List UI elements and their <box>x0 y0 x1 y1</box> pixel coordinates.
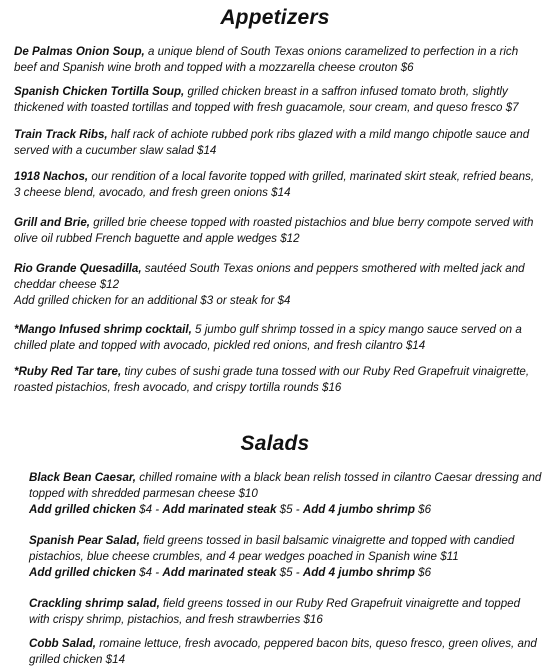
item-name: Train Track Ribs, <box>14 128 108 141</box>
addon-chicken-price: $4 - <box>135 503 163 516</box>
item-name: 1918 Nachos, <box>14 170 89 183</box>
menu-item-black-bean-caesar <box>29 470 543 518</box>
menu-item-nachos <box>14 169 542 201</box>
item-name: Crackling shrimp salad, <box>29 597 160 610</box>
item-name: Spanish Chicken Tortilla Soup, <box>14 85 185 98</box>
salad-addons <box>29 503 431 516</box>
item-description: grilled chicken breast in a saffron infused tomato broth, slightly thickened with toasted tortillas and topped with fresh guacamole, sour cream, and queso fresco $7 <box>14 85 519 114</box>
item-name: Cobb Salad, <box>29 637 96 650</box>
menu-item-ribs <box>14 127 542 159</box>
menu-item-grill-brie <box>14 215 542 247</box>
addon-chicken: Add grilled chicken <box>29 503 136 516</box>
menu-item-onion-soup <box>14 44 542 76</box>
menu-item-crackling-shrimp <box>29 596 543 628</box>
salad-addons <box>29 566 431 579</box>
appetizers-heading: Appetizers <box>220 6 330 29</box>
addon-steak: Add marinated steak <box>162 566 277 579</box>
addon-steak: Add marinated steak <box>162 503 277 516</box>
item-description: chilled romaine with a black bean relish tossed in cilantro Caesar dressing and topped with shredded parmesan cheese $10 <box>29 471 542 500</box>
menu-item-spanish-pear <box>29 533 543 581</box>
item-description: 5 jumbo gulf shrimp tossed in a spicy mango sauce served on a chilled plate and topped with avocado, pickled red onions, and fresh cilantro $14 <box>14 323 522 352</box>
salads-heading: Salads <box>240 432 310 455</box>
item-description: grilled brie cheese topped with roasted pistachios and blue berry compote served with olive oil rubbed French baguette and apple wedges $12 <box>14 216 534 245</box>
item-description: half rack of achiote rubbed pork ribs glazed with a mild mango chipotle sauce and served with a cucumber slaw salad $14 <box>14 128 530 157</box>
addon-chicken: Add grilled chicken <box>29 566 136 579</box>
addon-shrimp-price: $6 <box>414 566 432 579</box>
item-name: Rio Grande Quesadilla, <box>14 262 142 275</box>
item-description: our rendition of a local favorite topped with grilled, marinated skirt steak, refried beans, 3 cheese blend, avocado, and fresh green onions $14 <box>14 170 535 199</box>
addon-shrimp-price: $6 <box>414 503 432 516</box>
item-name: *Ruby Red Tar tare, <box>14 365 122 378</box>
menu-item-cobb-salad <box>29 636 543 668</box>
addon-steak-price: $5 - <box>276 566 303 579</box>
item-name: Black Bean Caesar, <box>29 471 136 484</box>
addon-chicken-price: $4 - <box>135 566 163 579</box>
item-name: *Mango Infused shrimp cocktail, <box>14 323 192 336</box>
addon-shrimp: Add 4 jumbo shrimp <box>302 566 415 579</box>
item-name: Spanish Pear Salad, <box>29 534 140 547</box>
menu-item-quesadilla <box>14 261 542 309</box>
item-description: sautéed South Texas onions and peppers smothered with melted jack and cheddar cheese $12 <box>14 262 525 291</box>
menu-item-tar-tare <box>14 364 542 396</box>
item-description: tiny cubes of sushi grade tuna tossed with our Ruby Red Grapefruit vinaigrette, roasted pistachios, fresh avocado, and crispy tortilla rounds $16 <box>14 365 530 394</box>
menu-item-tortilla-soup <box>14 84 542 116</box>
menu-item-shrimp-cocktail <box>14 322 542 354</box>
item-description: field greens tossed in basil balsamic vinaigrette and topped with candied pistachios, blue cheese crumbles, and 4 pear wedges poached in Spanish wine $11 <box>29 534 515 563</box>
item-description: field greens tossed in our Ruby Red Grapefruit vinaigrette and topped with crispy shrimp, pistachios, and fresh strawberries $16 <box>29 597 521 626</box>
item-description: a unique blend of South Texas onions caramelized to perfection in a rich beef and Spanish wine broth and topped with a mozzarella cheese crouton $6 <box>14 45 519 74</box>
item-name: De Palmas Onion Soup, <box>14 45 145 58</box>
item-description: romaine lettuce, fresh avocado, peppered bacon bits, queso fresco, green olives, and grilled chicken $14 <box>29 637 537 666</box>
item-addon-note: Add grilled chicken for an additional $3 or steak for $4 <box>14 294 291 307</box>
addon-shrimp: Add 4 jumbo shrimp <box>302 503 415 516</box>
item-name: Grill and Brie, <box>14 216 91 229</box>
addon-steak-price: $5 - <box>276 503 303 516</box>
